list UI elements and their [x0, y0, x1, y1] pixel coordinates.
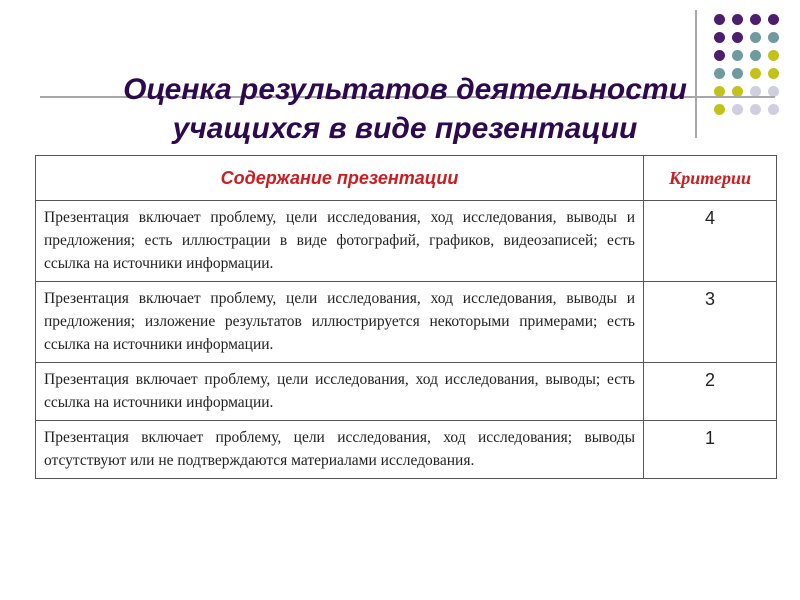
decorative-dot — [732, 14, 743, 25]
decorative-dot — [714, 14, 725, 25]
row-score: 3 — [644, 282, 777, 363]
slide-title-line-1: Оценка результатов деятельности — [123, 73, 687, 106]
decorative-dot — [768, 50, 779, 61]
slide-title-line-2: учащихся в виде презентации — [172, 112, 638, 145]
criteria-table — [35, 155, 777, 479]
table-row — [36, 201, 777, 282]
decorative-dot — [732, 50, 743, 61]
row-score: 4 — [644, 201, 777, 282]
decorative-dot — [750, 32, 761, 43]
decorative-dot — [750, 14, 761, 25]
row-score: 2 — [644, 363, 777, 421]
table-row — [36, 363, 777, 421]
decorative-dot — [750, 50, 761, 61]
header-criteria: Критерии — [644, 156, 777, 201]
decorative-dot — [732, 32, 743, 43]
table-header-row — [36, 156, 777, 201]
decorative-dot — [768, 32, 779, 43]
row-description: Презентация включает проблему, цели исследования, ход исследования; выводы отсутствуют или не подтверждаются материалами исследования. — [36, 421, 644, 479]
row-description: Презентация включает проблему, цели исследования, ход исследования, выводы и предложения; есть иллюстрации в виде фотографий, графиков, видеозаписей; есть ссылка на источники информации. — [36, 201, 644, 282]
decorative-dot — [714, 50, 725, 61]
decorative-dot — [714, 32, 725, 43]
row-description: Презентация включает проблему, цели исследования, ход исследования, выводы и предложения; изложение результатов иллюстрируется некоторыми примерами; есть ссылка на источники информации. — [36, 282, 644, 363]
row-score: 1 — [644, 421, 777, 479]
slide-title — [40, 70, 770, 148]
header-content: Содержание презентации — [36, 156, 644, 201]
decorative-dot — [768, 14, 779, 25]
row-description: Презентация включает проблему, цели исследования, ход исследования, выводы; есть ссылка на источники информации. — [36, 363, 644, 421]
table-row — [36, 282, 777, 363]
table-row — [36, 421, 777, 479]
